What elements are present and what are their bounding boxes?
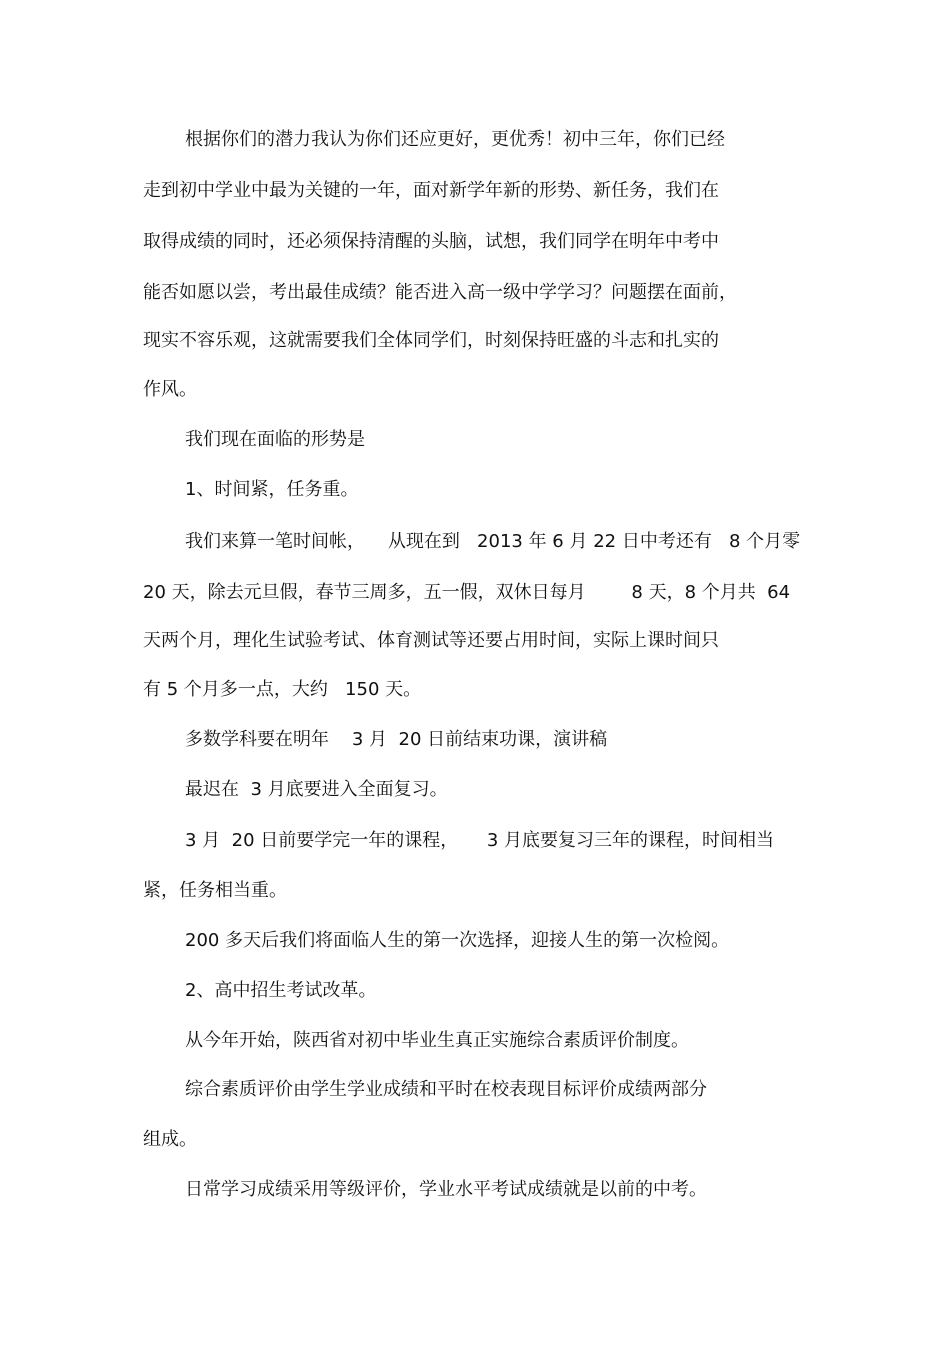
paragraph-line: 综合素质评价由学生学业成绩和平时在校表现目标评价成绩两部分 [185,1079,707,1100]
paragraph-line: 多数学科要在明年 3 月 20 日前结束功课，演讲稿 [185,729,608,750]
paragraph-line: 走到初中学业中最为关键的一年，面对新学年新的形势、新任务，我们在 [143,180,719,201]
paragraph-line: 紧，任务相当重。 [143,880,287,901]
paragraph-line: 日常学习成绩采用等级评价，学业水平考试成绩就是以前的中考。 [185,1179,707,1200]
paragraph-line: 现实不容乐观，这就需要我们全体同学们，时刻保持旺盛的斗志和扎实的 [143,330,719,351]
paragraph-line: 组成。 [143,1129,197,1150]
paragraph-line: 从今年开始，陕西省对初中毕业生真正实施综合素质评价制度。 [185,1030,689,1051]
paragraph-line: 根据你们的潜力我认为你们还应更好，更优秀！初中三年，你们已经 [185,129,725,150]
paragraph-line: 200 多天后我们将面临人生的第一次选择，迎接人生的第一次检阅。 [185,930,730,951]
paragraph-line: 天两个月，理化生试验考试、体育测试等还要占用时间，实际上课时间只 [143,630,719,651]
paragraph-line: 我们来算一笔时间帐， 从现在到 2013 年 6 月 22 日中考还有 8 个月零 [185,531,801,552]
paragraph-line: 3 月 20 日前要学完一年的课程， 3 月底要复习三年的课程，时间相当 [185,830,775,851]
paragraph-line: 能否如愿以尝，考出最佳成绩？能否进入高一级中学学习？问题摆在面前， [143,282,737,303]
paragraph-line: 作风。 [143,379,197,400]
paragraph-line: 我们现在面临的形势是 [185,429,365,450]
paragraph-line: 20 天，除去元旦假，春节三周多，五一假，双休日每月 8 天，8 个月共 64 [143,582,791,603]
paragraph-line: 取得成绩的同时，还必须保持清醒的头脑，试想，我们同学在明年中考中 [143,231,719,252]
section-heading: 2、高中招生考试改革。 [185,980,377,1001]
paragraph-line: 有 5 个月多一点，大约 150 天。 [143,679,422,700]
paragraph-line: 最迟在 3 月底要进入全面复习。 [185,779,448,800]
section-heading: 1、时间紧，任务重。 [185,479,359,500]
